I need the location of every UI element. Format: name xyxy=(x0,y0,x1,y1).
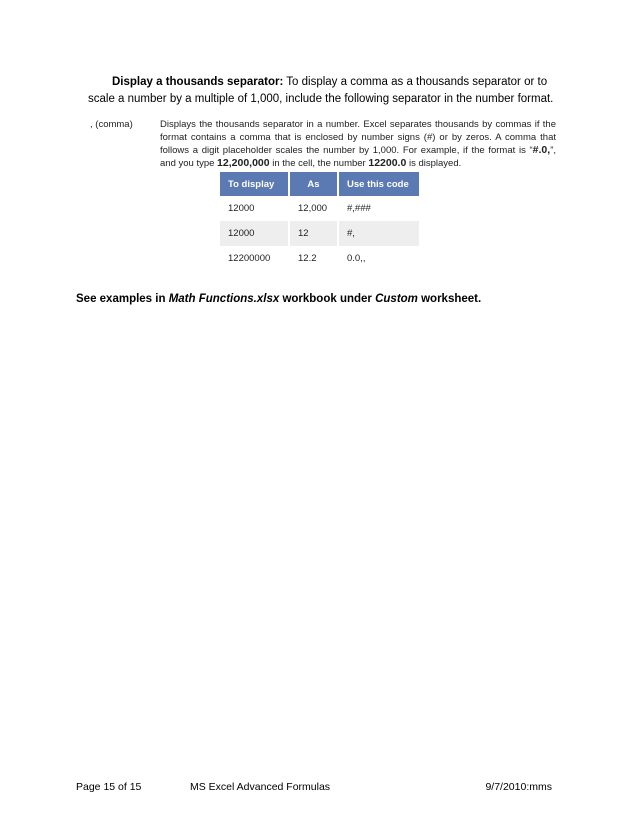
note-text: See examples in xyxy=(76,293,169,305)
definition-text-part: is displayed. xyxy=(406,158,462,169)
definition-format-example: #.0, xyxy=(532,144,551,156)
section-heading: Display a thousands separator xyxy=(112,76,280,88)
footer-page-number: Page 15 of 15 xyxy=(76,781,142,793)
table-row xyxy=(220,246,420,271)
examples-note xyxy=(76,293,481,305)
intro-paragraph xyxy=(88,74,558,108)
footer-date: 9/7/2010:mms xyxy=(485,781,552,793)
table-cell: 12200000 xyxy=(220,246,289,271)
table-cell: 0.0,, xyxy=(338,246,420,271)
table-cell: 12.2 xyxy=(289,246,338,271)
footer-document-title: MS Excel Advanced Formulas xyxy=(190,781,331,793)
table-cell: 12000 xyxy=(220,196,289,221)
table-cell: 12000 xyxy=(220,221,289,246)
definition-typed-value: 12,200,000 xyxy=(217,157,270,169)
definition-text-part: Displays the thousands separator in a number. Excel separates thousands by commas if the format contains a comma that is enclosed by number signs (#) or by zeros. A comma that follows a digit placeholder scales the number by 1,000. For example, if the format is “ xyxy=(160,119,556,156)
table-row xyxy=(220,221,420,246)
definition-result-value: 12200.0 xyxy=(368,157,407,169)
section-heading-colon: : xyxy=(279,76,284,88)
table-cell: #, xyxy=(338,221,420,246)
note-text: workbook under xyxy=(279,293,376,305)
table-header-row xyxy=(220,172,420,196)
worksheet-name: Custom xyxy=(375,293,418,305)
note-text: worksheet. xyxy=(417,293,482,305)
intro-text: To display a comma as a thousands separator or to scale a number by a multiple of 1,000, include the following separator in the number format. xyxy=(88,76,554,105)
definition-text-part: ”, and you type xyxy=(160,145,556,169)
table-header-cell: Use this code xyxy=(338,172,420,196)
table-row xyxy=(220,196,420,221)
examples-table xyxy=(220,172,421,271)
definition-term: , (comma) xyxy=(90,119,133,130)
table-cell: 12 xyxy=(289,221,338,246)
definition-text-part: in the cell, the number xyxy=(269,158,369,169)
table-header-cell: As xyxy=(289,172,338,196)
definition-text xyxy=(160,118,556,170)
table-cell: #,### xyxy=(338,196,420,221)
table-cell: 12,000 xyxy=(289,196,338,221)
workbook-name: Math Functions.xlsx xyxy=(168,293,280,305)
table-header-cell: To display xyxy=(220,172,289,196)
